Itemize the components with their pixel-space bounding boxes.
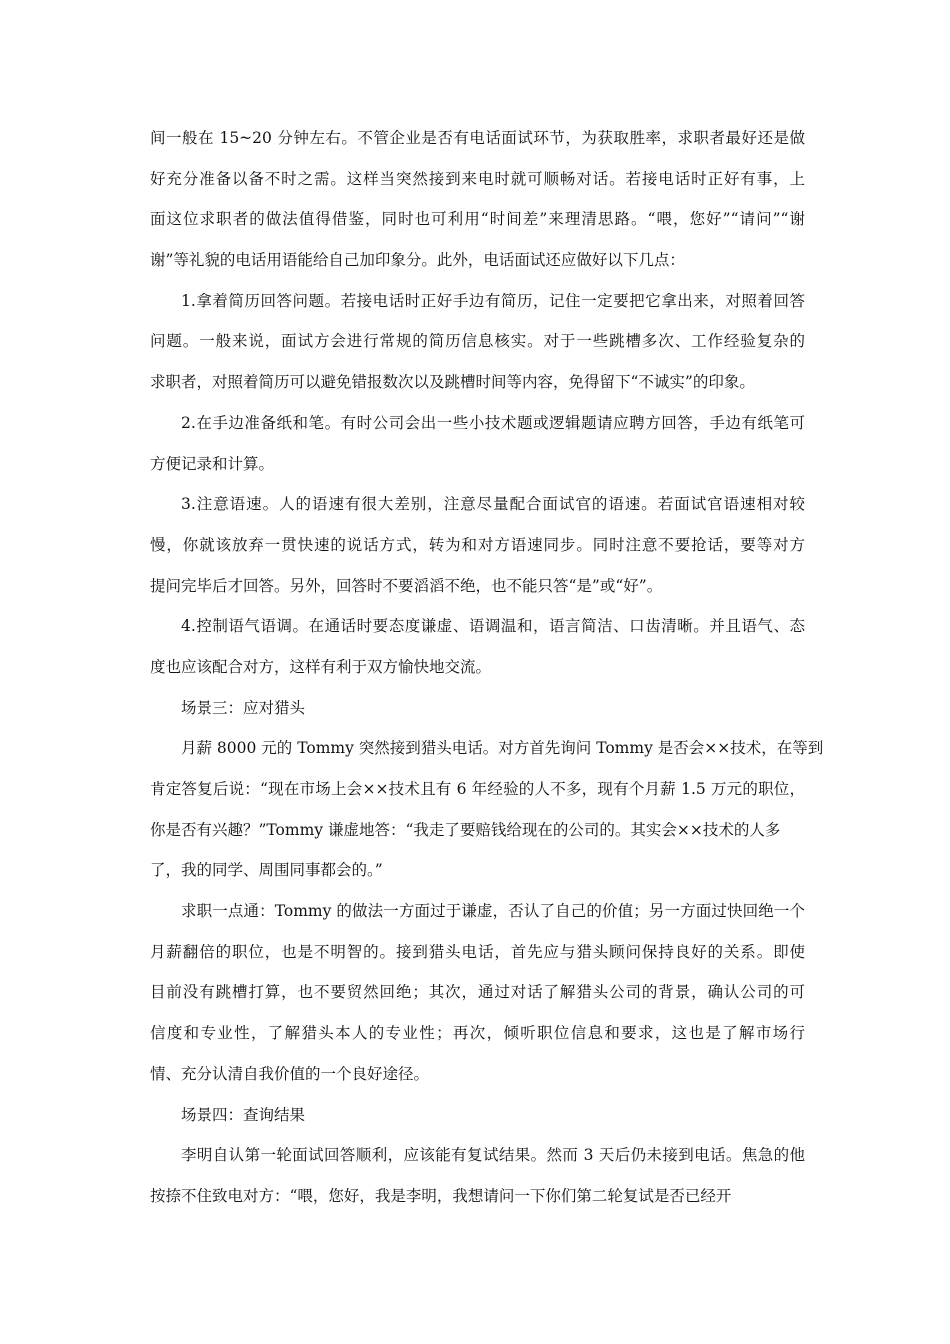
text-line: 2.在手边准备纸和笔。有时公司会出一些小技术题或逻辑题请应聘方回答，手边有纸笔可 [181, 413, 805, 432]
text-line: 月薪翻倍的职位，也是不明智的。接到猎头电话，首先应与猎头顾问保持良好的关系。即使 [150, 942, 805, 961]
document-body [150, 118, 824, 1217]
text-line: 间一般在 15~20 分钟左右。不管企业是否有电话面试环节，为获取胜率，求职者最好还是做 [150, 129, 805, 147]
text-line: 面这位求职者的做法值得借鉴，同时也可利用“时间差”来理清思路。“喂，您好”“请问”“谢 [150, 210, 805, 229]
text-line: 信度和专业性，了解猎头本人的专业性；再次，倾听职位信息和要求，这也是了解市场行 [150, 1024, 805, 1043]
text-line: 情、充分认清自我价值的一个良好途径。 [150, 1064, 430, 1083]
text-line: 求职一点通：Tommy 的做法一方面过于谦虚，否认了自己的价值；另一方面过快回绝一个 [181, 902, 805, 921]
text-line: 场景四：查询结果 [181, 1105, 306, 1124]
text-line: 方便记录和计算。 [150, 454, 275, 473]
text-line: 求职者，对照着简历可以避免错报数次以及跳槽时间等内容，免得留下“不诚实”的印象。 [150, 373, 755, 392]
text-line: 谢”等礼貌的电话用语能给自己加印象分。此外，电话面试还应做好以下几点： [150, 251, 685, 270]
text-line: 了，我的同学、周围同事都会的。” [150, 861, 383, 880]
text-line: 度也应该配合对方，这样有利于双方愉快地交流。 [150, 657, 492, 676]
text-line: 好充分准备以备不时之需。这样当突然接到来电时就可顺畅对话。若接电话时正好有事，上 [150, 169, 805, 188]
text-line: 1.拿着简历回答问题。若接电话时正好手边有简历，记住一定要把它拿出来，对照着回答 [181, 291, 805, 310]
text-line: 你是否有兴趣？”Tommy 谦虚地答：“我走了要赔钱给现在的公司的。其实会××技术的人多 [150, 820, 781, 839]
text-line: 3.注意语速。人的语速有很大差别，注意尽量配合面试官的语速。若面试官语速相对较 [181, 495, 805, 514]
text-line: 按捺不住致电对方：“喂，您好，我是李明，我想请问一下你们第二轮复试是否已经开 [150, 1186, 732, 1205]
text-line: 李明自认第一轮面试回答顺利，应该能有复试结果。然而 3 天后仍未接到电话。焦急的他 [181, 1146, 805, 1165]
text-line: 4.控制语气语调。在通话时要态度谦虚、语调温和，语言简洁、口齿清晰。并且语气、态 [181, 617, 805, 636]
text-line: 场景三：应对猎头 [181, 698, 306, 717]
text-line: 提问完毕后才回答。另外，回答时不要滔滔不绝，也不能只答“是”或“好”。 [150, 576, 663, 595]
text-line: 月薪 8000 元的 Tommy 突然接到猎头电话。对方首先询问 Tommy 是否会××技术，在等到 [181, 739, 824, 758]
text-line: 问题。一般来说，面试方会进行常规的简历信息核实。对于一些跳槽多次、工作经验复杂的 [150, 332, 805, 351]
text-line: 肯定答复后说：“现在市场上会××技术且有 6 年经验的人不多，现有个月薪 1.5 万元的职位， [150, 780, 805, 798]
text-line: 目前没有跳槽打算，也不要贸然回绝；其次，通过对话了解猎头公司的背景，确认公司的可 [150, 983, 805, 1002]
text-line: 慢，你就该放弃一贯快速的说话方式，转为和对方语速同步。同时注意不要抢话，要等对方 [150, 535, 805, 554]
